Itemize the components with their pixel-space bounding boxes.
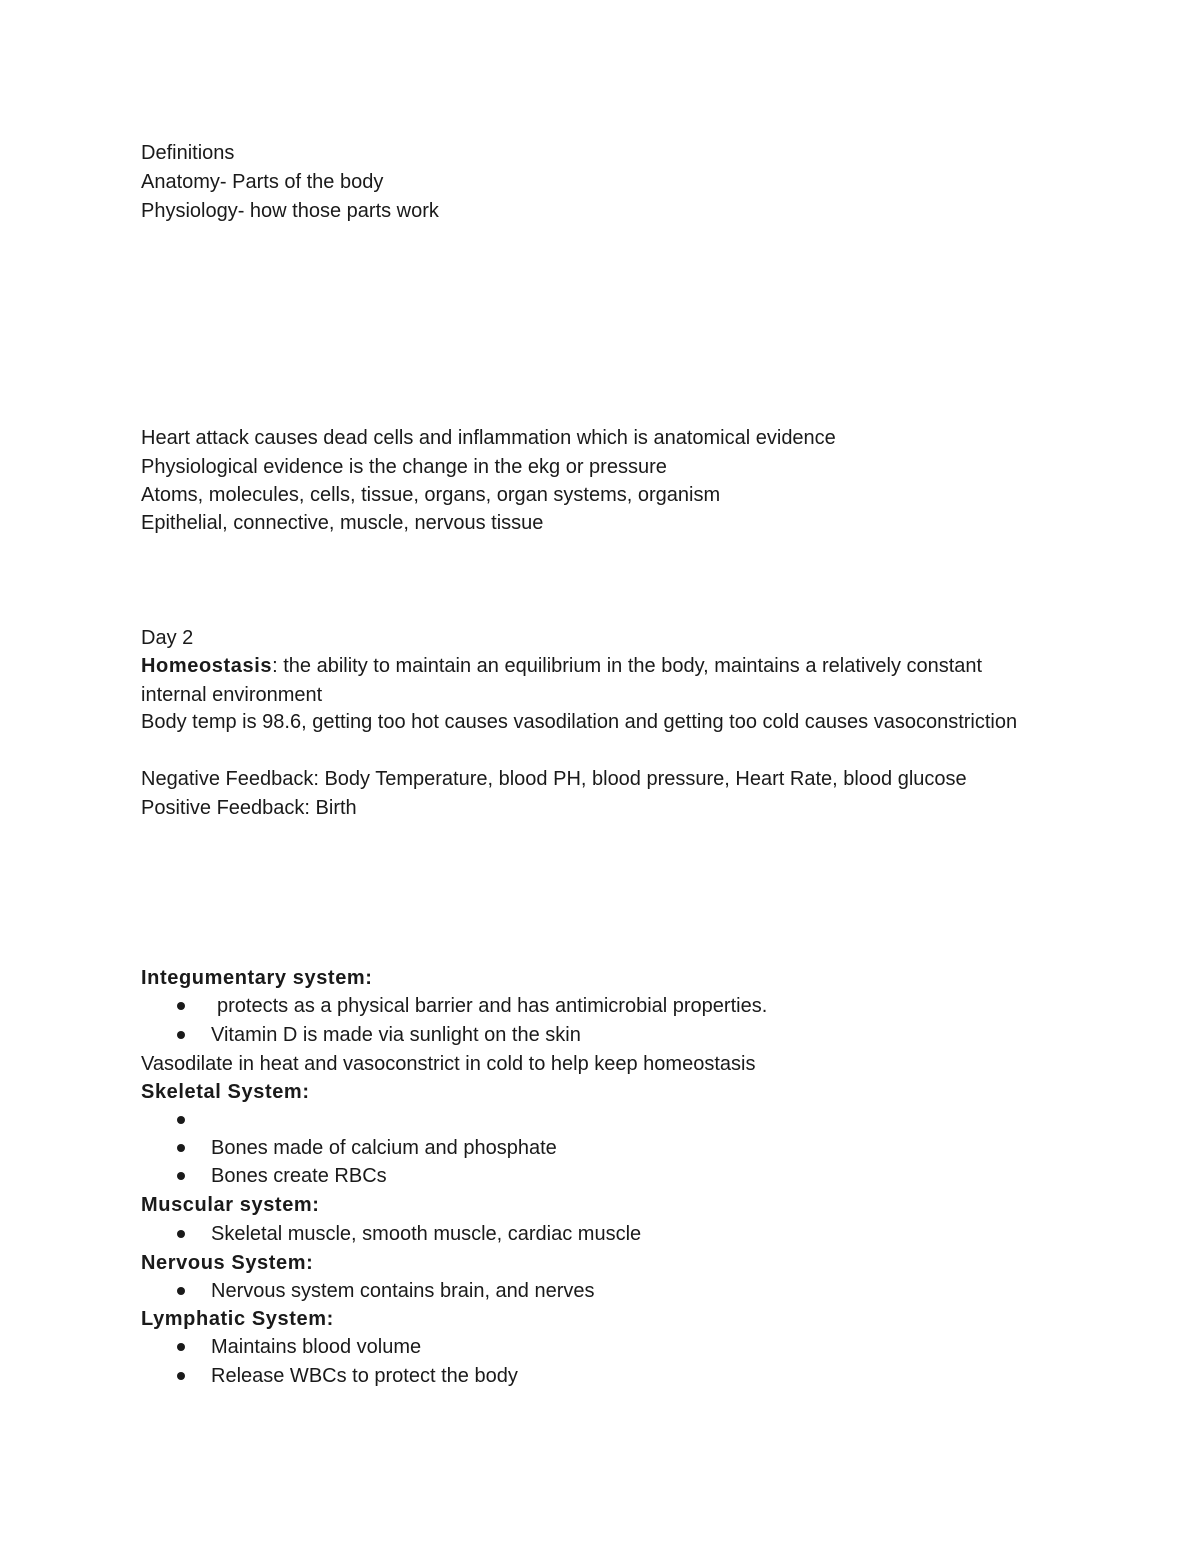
integumentary-title: Integumentary system:: [141, 967, 373, 989]
homeostasis-definition: : the ability to maintain an equilibrium in the body, maintains a relatively constant internal environment: [141, 655, 983, 706]
positive-feedback-line: Positive Feedback: Birth: [141, 797, 357, 819]
nervous-title: Nervous System:: [141, 1252, 314, 1274]
physiological-evidence-line: Physiological evidence is the change in the ekg or pressure: [141, 456, 667, 478]
homeostasis-term: Homeostasis: [141, 655, 273, 677]
heart-attack-line: Heart attack causes dead cells and inflammation which is anatomical evidence: [141, 427, 836, 449]
integumentary-note: Vasodilate in heat and vasoconstrict in cold to help keep homeostasis: [141, 1053, 756, 1075]
list-item: Nervous system contains brain, and nerves: [211, 1277, 595, 1306]
list-item: protects as a physical barrier and has antimicrobial properties.: [217, 992, 767, 1021]
tissue-types-line: Epithelial, connective, muscle, nervous tissue: [141, 512, 544, 534]
definition-physiology: Physiology- how those parts work: [141, 200, 439, 222]
definitions-heading: Definitions: [141, 142, 235, 164]
lymphatic-title: Lymphatic System:: [141, 1308, 334, 1330]
list-item: Bones made of calcium and phosphate: [211, 1134, 557, 1163]
negative-feedback-line: Negative Feedback: Body Temperature, blood PH, blood pressure, Heart Rate, blood glucose: [141, 768, 967, 790]
list-item: Vitamin D is made via sunlight on the skin: [211, 1021, 581, 1050]
list-item: Release WBCs to protect the body: [211, 1362, 518, 1391]
list-item: Skeletal muscle, smooth muscle, cardiac muscle: [211, 1220, 641, 1249]
skeletal-title: Skeletal System:: [141, 1081, 310, 1103]
body-temp-paragraph: Body temp is 98.6, getting too hot causes vasodilation and getting too cold causes vasoconstriction: [141, 711, 1018, 733]
list-item: Bones create RBCs: [211, 1162, 387, 1191]
day-2-heading: Day 2: [141, 627, 194, 649]
levels-of-organization-line: Atoms, molecules, cells, tissue, organs, organ systems, organism: [141, 484, 721, 506]
homeostasis-paragraph: [141, 652, 1050, 709]
list-item: Maintains blood volume: [211, 1333, 421, 1362]
muscular-title: Muscular system:: [141, 1194, 320, 1216]
definition-anatomy: Anatomy- Parts of the body: [141, 171, 384, 193]
